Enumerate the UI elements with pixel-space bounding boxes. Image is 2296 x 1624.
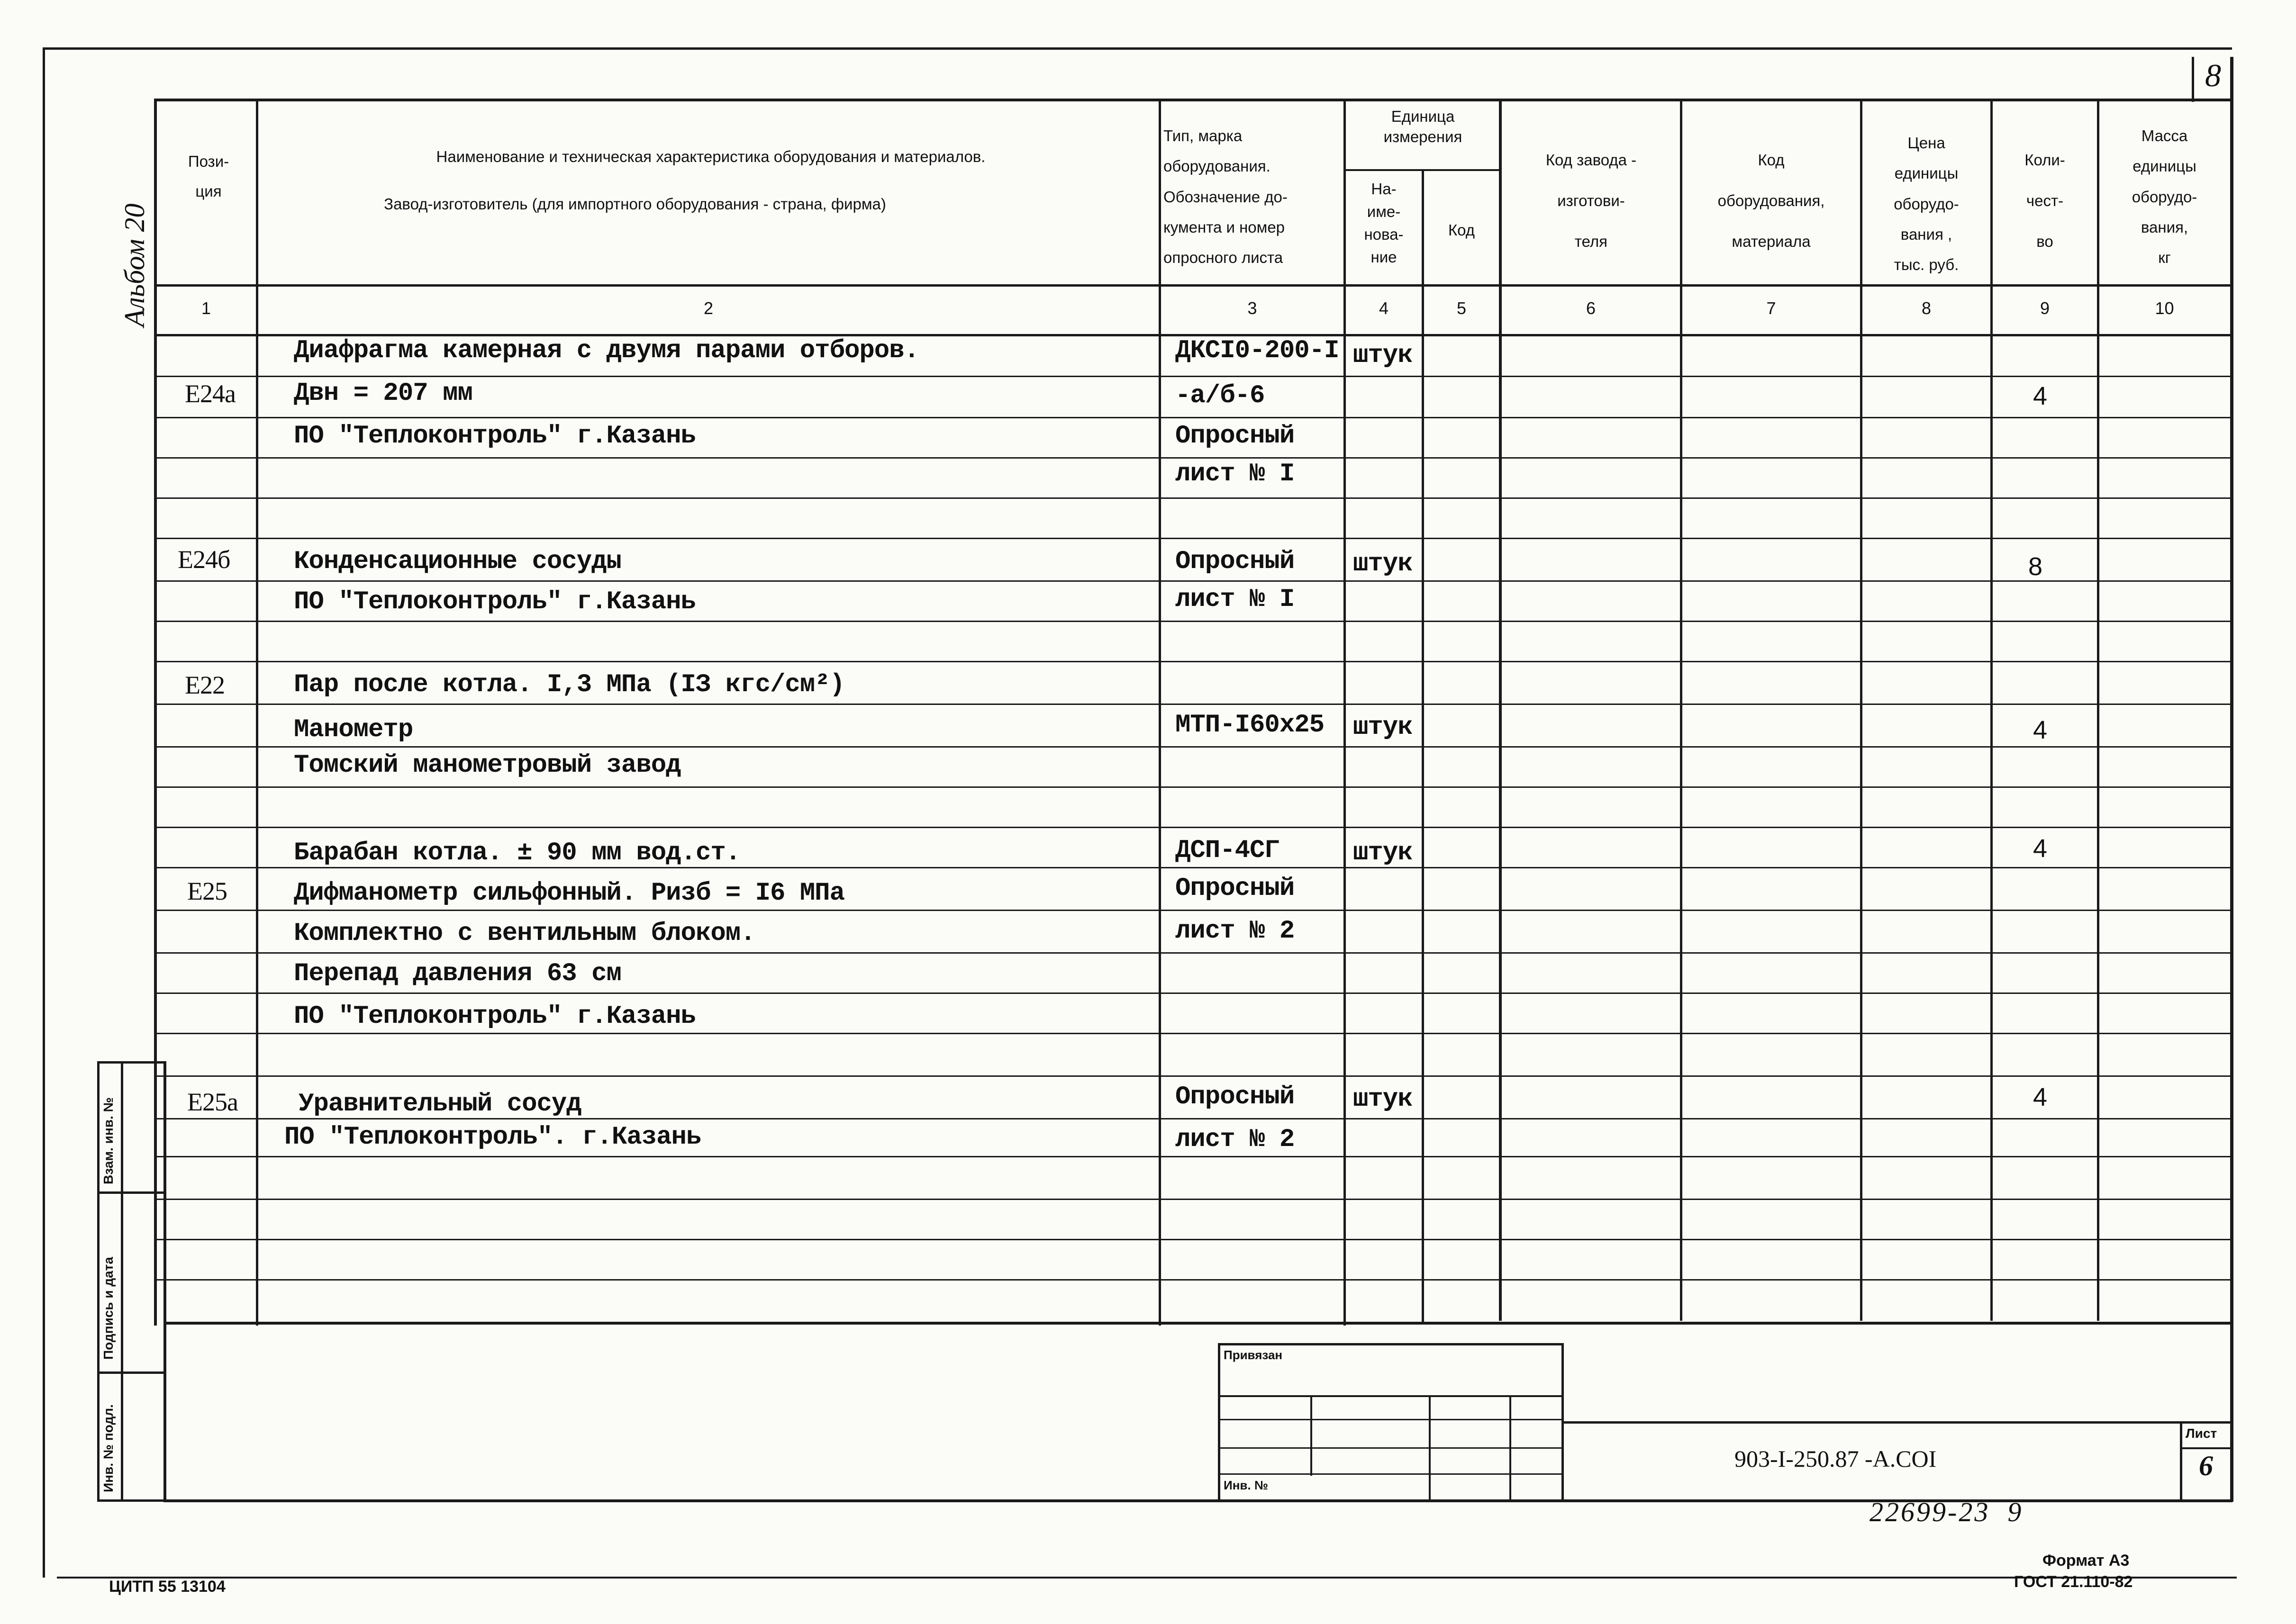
inv-no-label: Инв. № xyxy=(1224,1478,1268,1492)
side-stamp-exchange: Взам. инв. № xyxy=(101,1097,116,1184)
row-unit: штук xyxy=(1353,713,1413,742)
row-type: лист № І xyxy=(1175,585,1295,614)
row-name: ПО "Теплоконтроль" г.Казань xyxy=(294,587,696,616)
row-name: Дифманометр сильфонный. Ризб = І6 МПа xyxy=(294,879,844,908)
header-quantity: Коли- чест- во xyxy=(2024,151,2065,250)
row-unit: штук xyxy=(1353,839,1413,867)
row-type: Опросный xyxy=(1175,422,1295,451)
sheet-number: 6 xyxy=(2199,1450,2213,1481)
document-code: 903-І-250.87 -А.СОІ xyxy=(1734,1445,1937,1472)
row-name: ПО "Теплоконтроль". г.Казань xyxy=(284,1123,701,1152)
row-position: Е25а xyxy=(187,1088,238,1116)
row-type: ДСП-4СГ xyxy=(1175,836,1280,865)
outer-frame-top xyxy=(43,47,2232,50)
inner-frame-left xyxy=(154,99,157,1326)
row-type: МТП-І60х25 xyxy=(1175,711,1325,740)
format-label: Формат А3 xyxy=(2042,1552,2130,1570)
sheet-corner-number: 8 xyxy=(2205,57,2221,93)
row-name: Диафрагма камерная с двумя парами отборов. xyxy=(294,336,919,365)
inner-frame-left-lower xyxy=(163,1061,166,1502)
row-name: Двн = 207 мм xyxy=(294,379,472,408)
outer-frame-bottom xyxy=(57,1577,2237,1579)
side-stamp-original: Инв. № подл. xyxy=(101,1404,116,1492)
header-mass: Масса единицы оборудо- вания, кг xyxy=(2132,127,2197,267)
row-quantity: 8 xyxy=(2028,552,2043,581)
col-number-10: 10 xyxy=(2155,298,2174,318)
row-quantity: 4 xyxy=(2033,716,2048,744)
row-type: ДКСІ0-200-І xyxy=(1175,336,1339,365)
row-name: Барабан котла. ± 90 мм вод.ст. xyxy=(294,839,741,867)
col-number-9: 9 xyxy=(2040,298,2050,318)
header-name-line1: Наименование и техническая характеристика оборудования и материалов. xyxy=(436,148,986,165)
col-number-8: 8 xyxy=(1921,298,1932,318)
header-type: Тип, марка оборудования. Обозначение до- кумента и номер опросного листа xyxy=(1163,127,1288,267)
col-number-4: 4 xyxy=(1379,298,1389,318)
header-unit-name: На- име- нова- ние xyxy=(1364,180,1404,266)
row-name: Пар после котла. І,3 МПа (ІЗ кгс/см²) xyxy=(294,670,844,699)
row-unit: штук xyxy=(1353,341,1413,370)
row-quantity: 4 xyxy=(2033,382,2048,410)
row-name: Уравнительный сосуд xyxy=(299,1090,581,1119)
col-number-7: 7 xyxy=(1766,298,1776,318)
row-type: Опросный xyxy=(1175,874,1295,903)
album-label: Альбом 20 xyxy=(119,203,150,327)
header-price: Цена единицы оборудо- вания , тыс. руб. xyxy=(1894,134,1959,274)
row-type: лист № 2 xyxy=(1175,917,1295,946)
header-unit-code: Код xyxy=(1448,221,1475,239)
header-position: Пози- ция xyxy=(188,153,229,200)
row-name: Манометр xyxy=(294,715,413,744)
privyazan-label: Привязан xyxy=(1224,1348,1283,1362)
col-number-6: 6 xyxy=(1586,298,1596,318)
row-unit: штук xyxy=(1353,550,1413,578)
col-number-1: 1 xyxy=(201,298,211,318)
col-number-5: 5 xyxy=(1456,298,1467,318)
header-factory-code: Код завода - изготови- теля xyxy=(1545,151,1637,250)
row-type: Опросный xyxy=(1175,1083,1295,1111)
header-unit: Единица измерения xyxy=(1383,108,1462,145)
header-name-line2: Завод-изготовитель (для импортного оборудования - страна, фирма) xyxy=(384,195,886,213)
row-type: Опросный xyxy=(1175,547,1295,576)
row-quantity: 4 xyxy=(2033,1083,2048,1111)
row-quantity: 4 xyxy=(2033,834,2048,863)
row-name: ПО "Теплоконтроль" г.Казань xyxy=(294,1002,696,1031)
row-position: Е25 xyxy=(187,877,227,905)
col-number-2: 2 xyxy=(703,298,714,318)
handwritten-number: 22699-23 9 xyxy=(1869,1497,2024,1527)
row-name: Перепад давления 63 см xyxy=(294,959,621,988)
inner-frame-top xyxy=(154,99,2232,101)
inner-frame-right xyxy=(2230,57,2233,1502)
org-mark: ЦИТП 55 13104 xyxy=(109,1578,226,1596)
row-position: Е22 xyxy=(185,671,225,699)
row-name: Комплектно с вентильным блоком. xyxy=(294,919,755,948)
col-number-3: 3 xyxy=(1247,298,1257,318)
row-name: ПО "Теплоконтроль" г.Казань xyxy=(294,422,696,451)
row-name: Конденсационные сосуды xyxy=(294,547,621,576)
row-position: Е24б xyxy=(178,545,230,574)
side-stamp-signature: Подпись и дата xyxy=(101,1257,116,1360)
row-type: лист № 2 xyxy=(1175,1125,1295,1154)
sheet-label: Лист xyxy=(2186,1426,2217,1441)
row-name: Томский манометровый завод xyxy=(294,751,681,780)
row-type: -а/б-6 xyxy=(1175,381,1265,410)
outer-frame-left xyxy=(43,47,45,1578)
header-equipment-code: Код оборудования, материала xyxy=(1717,151,1825,250)
row-unit: штук xyxy=(1353,1085,1413,1114)
row-type: лист № І xyxy=(1175,460,1295,488)
gost-label: ГОСТ 21.110-82 xyxy=(2014,1573,2133,1591)
row-position: Е24а xyxy=(185,379,236,408)
